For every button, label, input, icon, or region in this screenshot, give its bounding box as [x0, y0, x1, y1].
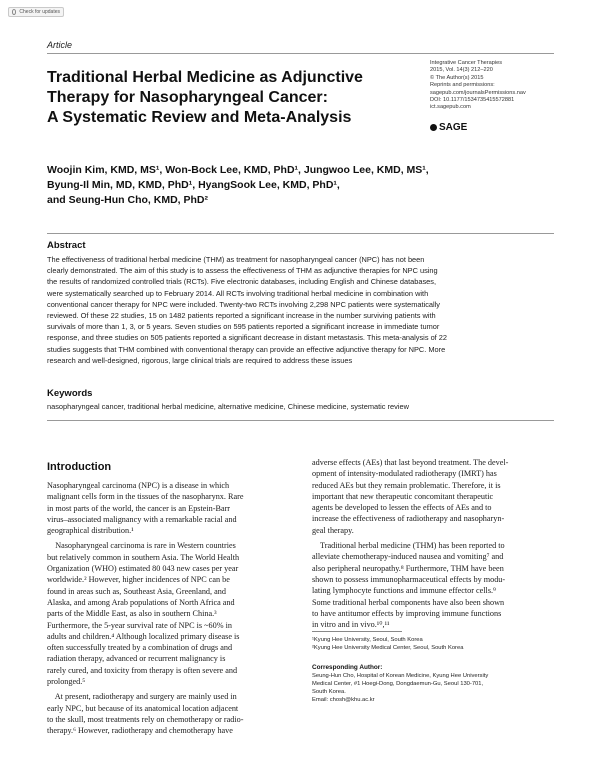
- abstract-heading: Abstract: [47, 240, 86, 251]
- email-link[interactable]: Email: chosh@khu.ac.kr: [312, 697, 375, 703]
- body-line: At present, radiotherapy and surgery are mainly used in: [47, 692, 237, 702]
- body-line: also peripheral neuropathy.⁸ Furthermore, THM have been: [312, 563, 504, 573]
- affiliation-line: ²Kyung Hee University Medical Center, Seoul, South Korea: [312, 645, 464, 651]
- article-type-label: Article: [47, 40, 73, 50]
- affiliation-line: ¹Kyung Hee University, Seoul, South Korea: [312, 637, 423, 643]
- header-divider: [47, 53, 554, 54]
- body-line: alleviate chemotherapy-induced nausea and vomiting⁷ and: [312, 552, 504, 562]
- body-line: Some traditional herbal components have also been shown: [312, 597, 505, 607]
- body-line: agents be developed to lessen the effects of AEs and to: [312, 503, 492, 513]
- body-line: reduced AEs but they remain problematic. Therefore, it is: [312, 480, 501, 490]
- abstract-line: clearly demonstrated. The aim of this study is to assess the effectiveness of THM as adjunctive therapies for NPC using: [47, 266, 438, 276]
- corresponding-line: Medical Center, #1 Hoegi-Dong, Dongdaemun-Gu, Seoul 130-701,: [312, 681, 484, 687]
- body-line: Nasopharyngeal carcinoma is rare in Western countries: [47, 541, 236, 551]
- update-icon: [12, 9, 16, 15]
- body-line: in most parts of the world, the cancer is an Epstein-Barr: [47, 503, 231, 513]
- copyright: © The Author(s) 2015: [430, 74, 484, 81]
- corresponding-line: Seung-Hun Cho, Hospital of Korean Medicine, Kyung Hee University: [312, 673, 489, 679]
- abstract-divider: [47, 233, 554, 234]
- body-line: early NPC, but because of its anatomical location adjacent: [47, 703, 239, 713]
- body-line: prolonged.⁵: [47, 677, 86, 687]
- abstract-body: [47, 254, 557, 366]
- body-line: opment of intensity-modulated radiotherapy (IMRT) has: [312, 469, 497, 479]
- body-line: adverse effects (AEs) that last beyond treatment. The devel-: [312, 458, 509, 467]
- abstract-line: survivals of more than 1, 3, or 5 years. Seven studies on 595 patients reported a significant increase in immediate tumor: [47, 322, 440, 332]
- body-line: but relatively common in southern Asia. The World Health: [47, 552, 240, 562]
- body-line: worldwide.² However, higher incidences of NPC can be: [47, 575, 230, 585]
- introduction-left-column: [47, 480, 292, 737]
- abstract-line: The effectiveness of traditional herbal medicine (THM) as treatment for nasopharyngeal cancer (NPC) has not been: [47, 255, 425, 264]
- corresponding-author: [312, 664, 488, 704]
- author-list: [47, 163, 487, 208]
- check-for-updates-badge[interactable]: [8, 7, 64, 17]
- body-line: virus–associated malignancy with a remarkable racial and: [47, 514, 237, 524]
- body-line: geal therapy.: [312, 525, 354, 535]
- author-line: Byung-Il Min, MD, KMD, PhD¹, HyangSook Lee, KMD, PhD¹,: [47, 179, 340, 191]
- body-line: therapy.⁶ However, radiotherapy and chemotherapy have: [47, 726, 233, 736]
- body-line: important that new therapeutic concomitant therapeutic: [312, 491, 494, 501]
- corresponding-heading: Corresponding Author:: [312, 664, 383, 671]
- title-line: A Systematic Review and Meta-Analysis: [47, 109, 352, 126]
- journal-info: [430, 60, 560, 112]
- abstract-line: reviewed. Of these 22 studies, 15 on 1482 patients reported a significant increase in the number surviving patients with: [47, 311, 436, 321]
- body-line: often successfully treated by a combination of drugs and: [47, 643, 233, 653]
- body-line: radiation therapy, advanced or recurrent malignancy is: [47, 654, 226, 664]
- abstract-line: the results of randomized controlled trials (RCTs). Five electronic databases, including English and Chinese databases,: [47, 277, 437, 287]
- body-line: Furthermore, the 5-year survival rate of NPC is ~60% in: [47, 620, 232, 630]
- publisher-logo: [430, 122, 467, 133]
- body-line: to have antitumor effects by improving immune functions: [312, 608, 502, 618]
- keywords-heading: Keywords: [47, 388, 93, 399]
- body-line: rarely cured, and toxicity from therapy is often severe and: [47, 665, 238, 675]
- title-line: Therapy for Nasopharyngeal Cancer:: [47, 89, 328, 106]
- abstract-line: were systematically searched up to February 2014. All RCTs involving traditional herbal medicine in combination with: [47, 288, 429, 298]
- doi-link[interactable]: DOI: 10.1177/1534735415572881: [430, 97, 515, 104]
- keywords-text: nasopharyngeal cancer, traditional herbal medicine, alternative medicine, Chinese medicine, systematic review: [47, 402, 409, 411]
- introduction-right-column: [312, 457, 557, 630]
- body-line: Traditional herbal medicine (THM) has been reported to: [312, 541, 505, 551]
- body-line: Nasopharyngeal carcinoma (NPC) is a disease in which: [47, 481, 230, 490]
- body-line: adults and children.⁴ Although localized primary disease is: [47, 631, 240, 641]
- corresponding-line: South Korea.: [312, 689, 346, 695]
- author-line: and Seung-Hun Cho, KMD, PhD²: [47, 194, 208, 206]
- journal-name: Integrative Cancer Therapies: [430, 60, 503, 66]
- body-line: increase the effectiveness of radiotherapy and nasopharyn-: [312, 514, 505, 524]
- body-line: geographical distribution.¹: [47, 526, 134, 536]
- abstract-line: studies suggests that THM combined with conventional therapy can provide an effective adjunctive therapy for NPC. More: [47, 344, 446, 354]
- body-line: in vitro and in vivo.¹⁰,¹¹: [312, 620, 390, 630]
- keywords-divider: [47, 420, 554, 421]
- title-line: Traditional Herbal Medicine as Adjunctive: [47, 69, 363, 86]
- journal-site-link[interactable]: ict.sagepub.com: [430, 104, 471, 111]
- abstract-line: response, and three studies on 505 patients reported a significant decrease in distant metastasis. This meta-analysis of 22: [47, 333, 448, 343]
- abstract-line: conventional cancer therapy for NPC were included. Twenty-two RCTs involving 2,298 NPC patients were systematically: [47, 299, 440, 309]
- affiliations: [312, 636, 463, 652]
- badge-label: Check for updates: [19, 9, 60, 15]
- body-line: parts of the Middle East, as also in southern China.³: [47, 609, 217, 619]
- permissions-link[interactable]: sagepub.com/journalsPermissions.nav: [430, 89, 526, 96]
- body-line: Organization (WHO) estimated 80 043 new cases per year: [47, 564, 239, 574]
- paper-title: [47, 68, 417, 128]
- author-line: Woojin Kim, KMD, MS¹, Won-Bock Lee, KMD, PhD¹, Jungwoo Lee, KMD, MS¹,: [47, 164, 429, 176]
- introduction-heading: Introduction: [47, 461, 112, 473]
- publisher-name: SAGE: [439, 122, 468, 133]
- body-line: shown to possess immunopharmaceutical effects by modu-: [312, 574, 506, 584]
- body-line: malignant cells form in the tissues of the nasopharynx. Rare: [47, 492, 244, 502]
- body-line: found in areas such as, Southeast Asia, Greenland, and: [47, 586, 226, 596]
- journal-volume: 2015, Vol. 14(3) 212–220: [430, 67, 493, 74]
- body-line: to the skull, most treatments rely on chemotherapy or radio-: [47, 714, 244, 724]
- body-line: Alaska, and among Arab populations of North Africa and: [47, 597, 235, 607]
- footnote-divider: [312, 631, 402, 632]
- abstract-line: research and well-designed, rigorous, large clinical trials are required to address these issues: [47, 355, 353, 365]
- reprints-label: Reprints and permissions:: [430, 82, 495, 89]
- body-line: lating lymphocyte functions and immune effector cells.⁹: [312, 586, 496, 596]
- sage-logo-icon: [430, 124, 437, 131]
